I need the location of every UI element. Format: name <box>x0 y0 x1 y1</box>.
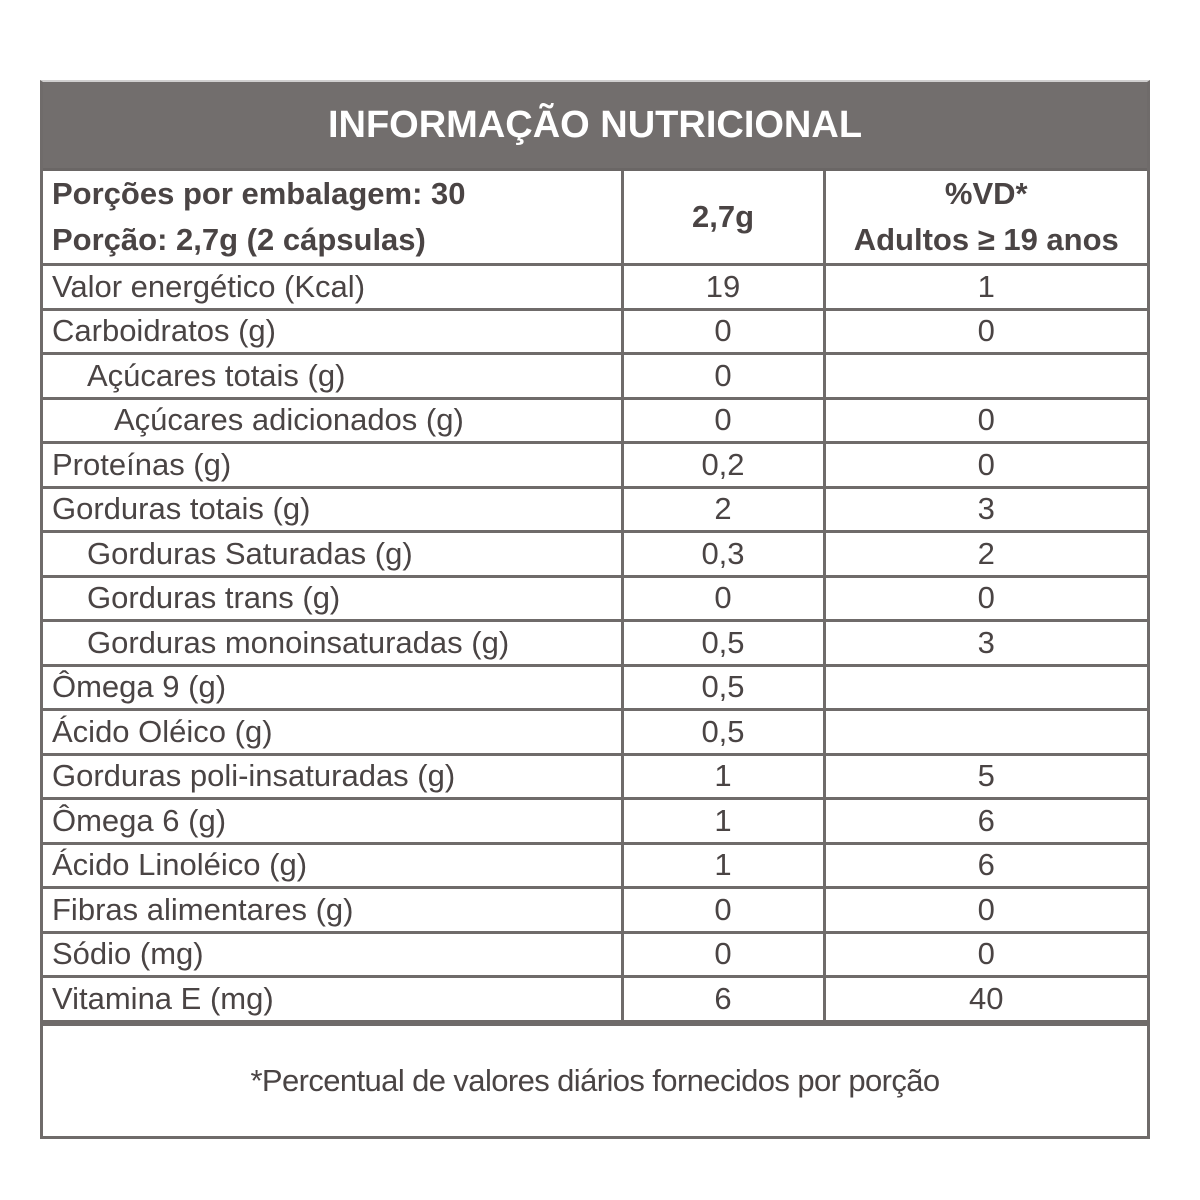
nutrient-amount: 2 <box>622 487 824 532</box>
nutrient-name: Gorduras Saturadas (g) <box>43 532 622 577</box>
nutrient-amount: 1 <box>622 843 824 888</box>
nutrient-amount: 1 <box>622 799 824 844</box>
nutrient-amount: 0 <box>622 309 824 354</box>
table-row <box>43 888 1147 933</box>
nutrient-dv <box>824 710 1147 755</box>
footnote: *Percentual de valores diários fornecidos por porção <box>43 1023 1147 1136</box>
nutrition-table <box>43 171 1147 1023</box>
nutrient-dv: 3 <box>824 621 1147 666</box>
nutrient-amount: 0,5 <box>622 710 824 755</box>
table-row <box>43 754 1147 799</box>
dv-header-line1: %VD* <box>944 176 1028 211</box>
nutrient-name: Gorduras trans (g) <box>43 576 622 621</box>
nutrient-name: Carboidratos (g) <box>43 309 622 354</box>
table-row <box>43 487 1147 532</box>
nutrient-dv: 3 <box>824 487 1147 532</box>
label-title: INFORMAÇÃO NUTRICIONAL <box>43 82 1147 171</box>
nutrient-dv <box>824 665 1147 710</box>
table-row <box>43 621 1147 666</box>
nutrient-amount: 19 <box>622 265 824 310</box>
nutrient-dv: 5 <box>824 754 1147 799</box>
nutrient-amount: 0,5 <box>622 665 824 710</box>
nutrient-dv: 6 <box>824 843 1147 888</box>
nutrient-dv <box>824 354 1147 399</box>
nutrient-dv: 0 <box>824 576 1147 621</box>
nutrient-amount: 0 <box>622 354 824 399</box>
table-row <box>43 532 1147 577</box>
nutrient-name: Açúcares adicionados (g) <box>43 398 622 443</box>
nutrient-amount: 0,3 <box>622 532 824 577</box>
serving-size: Porção: 2,7g (2 cápsulas) <box>52 222 426 257</box>
nutrient-dv: 2 <box>824 532 1147 577</box>
nutrient-amount: 0,2 <box>622 443 824 488</box>
nutrient-name: Gorduras monoinsaturadas (g) <box>43 621 622 666</box>
table-row <box>43 398 1147 443</box>
nutrient-dv: 0 <box>824 309 1147 354</box>
nutrient-name: Ômega 9 (g) <box>43 665 622 710</box>
nutrient-dv: 0 <box>824 443 1147 488</box>
amount-column-header: 2,7g <box>622 171 824 265</box>
table-row <box>43 977 1147 1022</box>
nutrient-name: Ácido Oléico (g) <box>43 710 622 755</box>
nutrient-name: Ômega 6 (g) <box>43 799 622 844</box>
nutrient-dv: 0 <box>824 932 1147 977</box>
nutrient-name: Gorduras poli-insaturadas (g) <box>43 754 622 799</box>
nutrient-amount: 0 <box>622 398 824 443</box>
dv-column-header <box>824 171 1147 265</box>
nutrient-dv: 40 <box>824 977 1147 1022</box>
servings-per-package: Porções por embalagem: 30 <box>52 176 466 211</box>
nutrient-amount: 6 <box>622 977 824 1022</box>
table-row <box>43 843 1147 888</box>
nutrient-name: Valor energético (Kcal) <box>43 265 622 310</box>
nutrient-amount: 0 <box>622 932 824 977</box>
table-row <box>43 932 1147 977</box>
table-header-row <box>43 171 1147 265</box>
nutrient-dv: 6 <box>824 799 1147 844</box>
table-row <box>43 710 1147 755</box>
table-row <box>43 665 1147 710</box>
nutrient-name: Ácido Linoléico (g) <box>43 843 622 888</box>
nutrient-name: Vitamina E (mg) <box>43 977 622 1022</box>
nutrient-name: Gorduras totais (g) <box>43 487 622 532</box>
dv-header-line2: Adultos ≥ 19 anos <box>853 222 1119 257</box>
nutrient-amount: 0 <box>622 888 824 933</box>
table-row <box>43 354 1147 399</box>
serving-info-cell <box>43 171 622 265</box>
nutrient-name: Açúcares totais (g) <box>43 354 622 399</box>
nutrient-name: Sódio (mg) <box>43 932 622 977</box>
nutrient-name: Fibras alimentares (g) <box>43 888 622 933</box>
table-row <box>43 576 1147 621</box>
table-row <box>43 443 1147 488</box>
table-row <box>43 799 1147 844</box>
nutrient-amount: 1 <box>622 754 824 799</box>
nutrition-facts-label <box>40 80 1150 1139</box>
nutrient-dv: 0 <box>824 398 1147 443</box>
nutrient-amount: 0,5 <box>622 621 824 666</box>
nutrient-dv: 1 <box>824 265 1147 310</box>
nutrient-dv: 0 <box>824 888 1147 933</box>
table-row <box>43 309 1147 354</box>
nutrient-amount: 0 <box>622 576 824 621</box>
nutrient-name: Proteínas (g) <box>43 443 622 488</box>
table-row <box>43 265 1147 310</box>
